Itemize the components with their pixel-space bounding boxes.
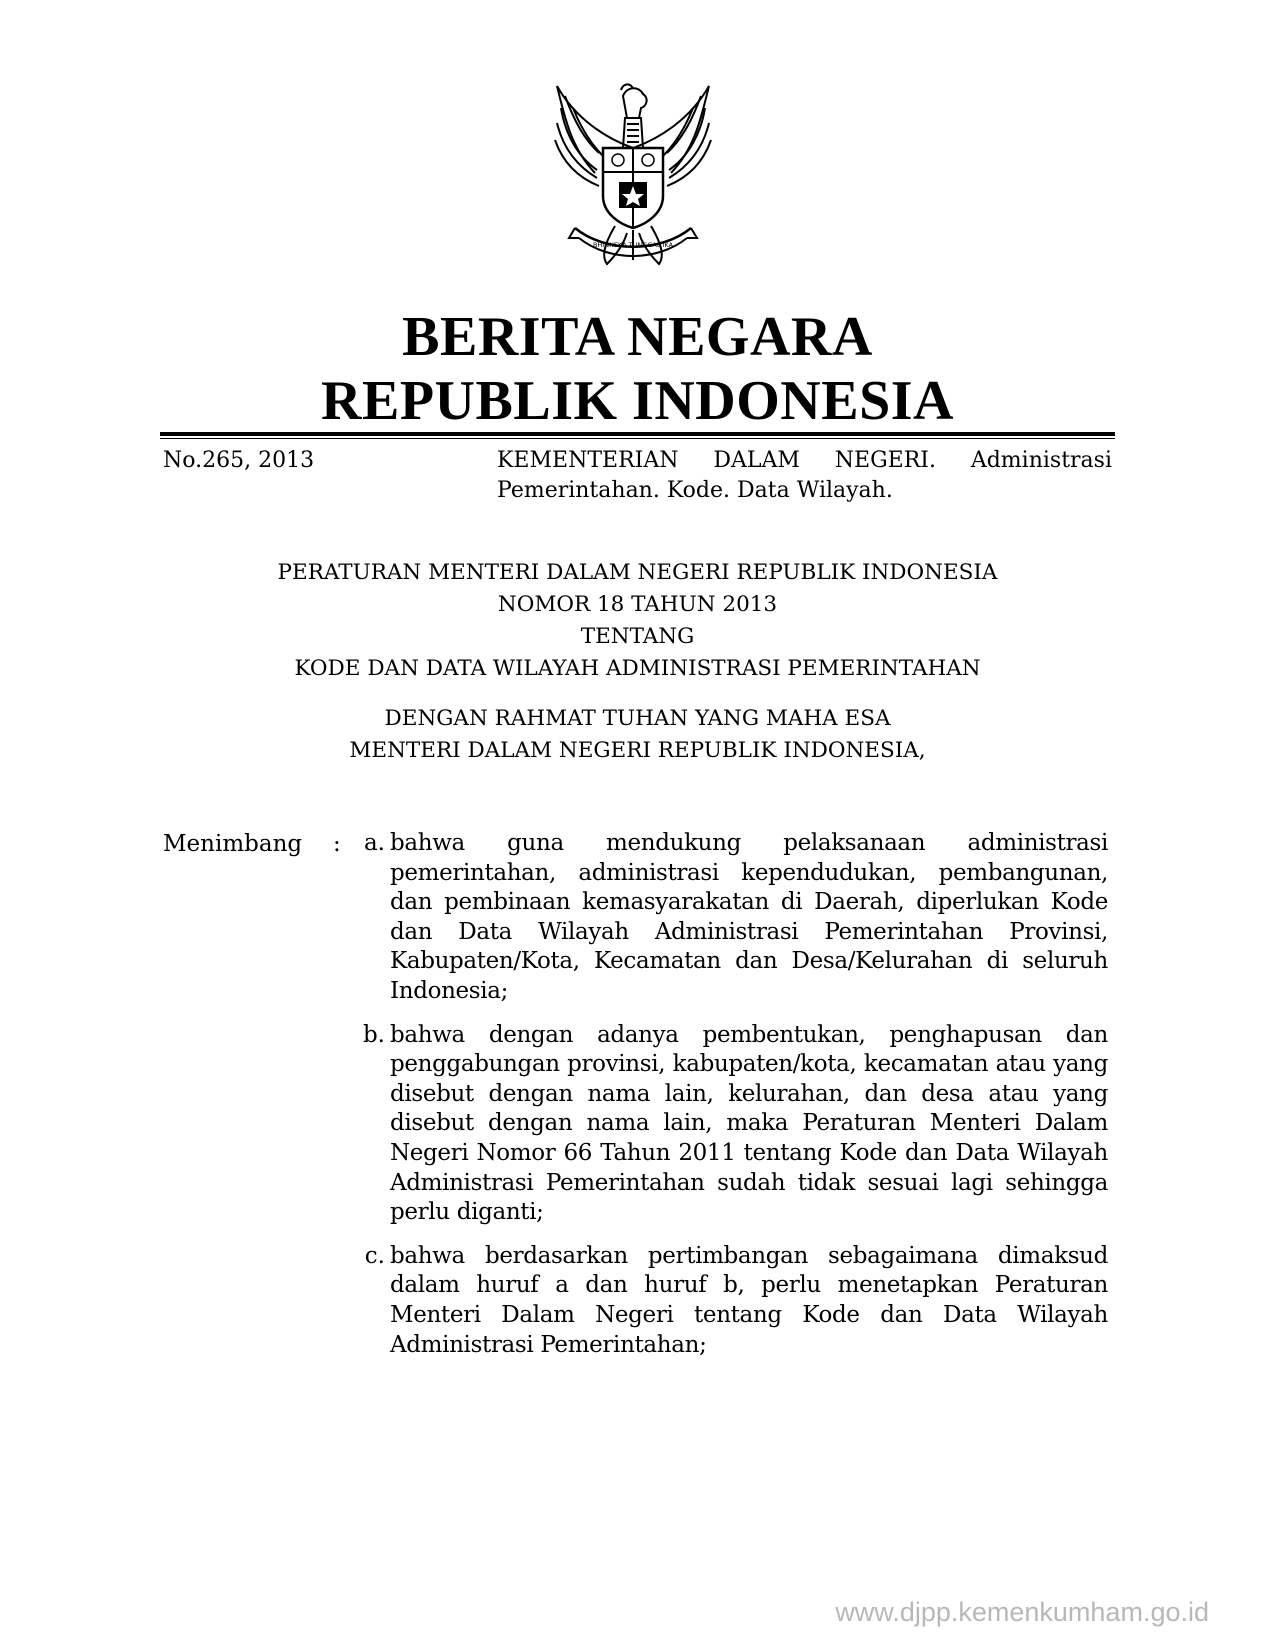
title-line-3: TENTANG: [580, 624, 695, 649]
title-line-6: MENTERI DALAM NEGERI REPUBLIK INDONESIA,: [349, 738, 926, 763]
clause-a: [345, 829, 1115, 1007]
clause-letter: c.: [364, 1242, 385, 1269]
considering-clauses: [345, 829, 1115, 1374]
considering-label: Menimbang: [163, 831, 303, 857]
gazette-number: No.265, 2013: [163, 448, 315, 473]
clause-letter: a.: [363, 830, 385, 856]
clause-c: [345, 1242, 1115, 1360]
masthead-rule-thick: [160, 432, 1115, 436]
clause-text: bahwa dengan adanya pembentukan, penghapusan dan penggabungan provinsi, kabupaten/kota, kecamatan atau yang disebut dengan nama lain, kelurahan, dan desa atau yang disebut dengan nama lain, maka Peraturan Menteri Dalam Negeri Nomor 66 Tahun 2011 tentang Kode dan Data Wilayah Administrasi Pemerintahan sudah tidak sesuai lagi sehingga perlu diganti;: [390, 1021, 1108, 1226]
garuda-pancasila-emblem-icon: [535, 78, 731, 278]
considering-colon: :: [333, 831, 341, 857]
gazette-subject: [497, 446, 1112, 506]
title-line-4: KODE DAN DATA WILAYAH ADMINISTRASI PEMERINTAHAN: [294, 656, 981, 681]
subject-line-2: Pemerintahan. Kode. Data Wilayah.: [497, 478, 893, 503]
masthead-rule-thin: [160, 438, 1115, 439]
masthead-line-2: REPUBLIK INDONESIA: [321, 370, 954, 432]
masthead-line-1: BERITA NEGARA: [402, 306, 873, 368]
clause-text: bahwa berdasarkan pertimbangan sebagaimana dimaksud dalam huruf a dan huruf b, perlu menetapkan Peraturan Menteri Dalam Negeri tentang Kode dan Data Wilayah Administrasi Pemerintahan;: [390, 1242, 1108, 1358]
title-line-5: DENGAN RAHMAT TUHAN YANG MAHA ESA: [384, 706, 891, 731]
clause-letter: b.: [362, 1021, 385, 1048]
title-line-1: PERATURAN MENTERI DALAM NEGERI REPUBLIK INDONESIA: [277, 560, 998, 585]
title-line-2: NOMOR 18 TAHUN 2013: [497, 592, 778, 617]
regulation-title: [160, 557, 1115, 767]
subject-line-1: KEMENTERIAN DALAM NEGERI. Administrasi: [497, 448, 1112, 473]
gazette-masthead: [160, 305, 1115, 433]
clause-b: [345, 1021, 1115, 1228]
emblem-motto: BHINNEKA TUNGGAL IKA: [592, 241, 674, 249]
clause-text: bahwa guna mendukung pelaksanaan administrasi pemerintahan, administrasi kependudukan, pembangunan, dan pembinaan kemasyarakatan di Daerah, diperlukan Kode dan Data Wilayah Administrasi Pemerintahan Provinsi, Kabupaten/Kota, Kecamatan dan Desa/Kelurahan di seluruh Indonesia;: [390, 830, 1108, 1004]
footer-url: www.djpp.kemenkumham.go.id: [835, 1597, 1209, 1627]
